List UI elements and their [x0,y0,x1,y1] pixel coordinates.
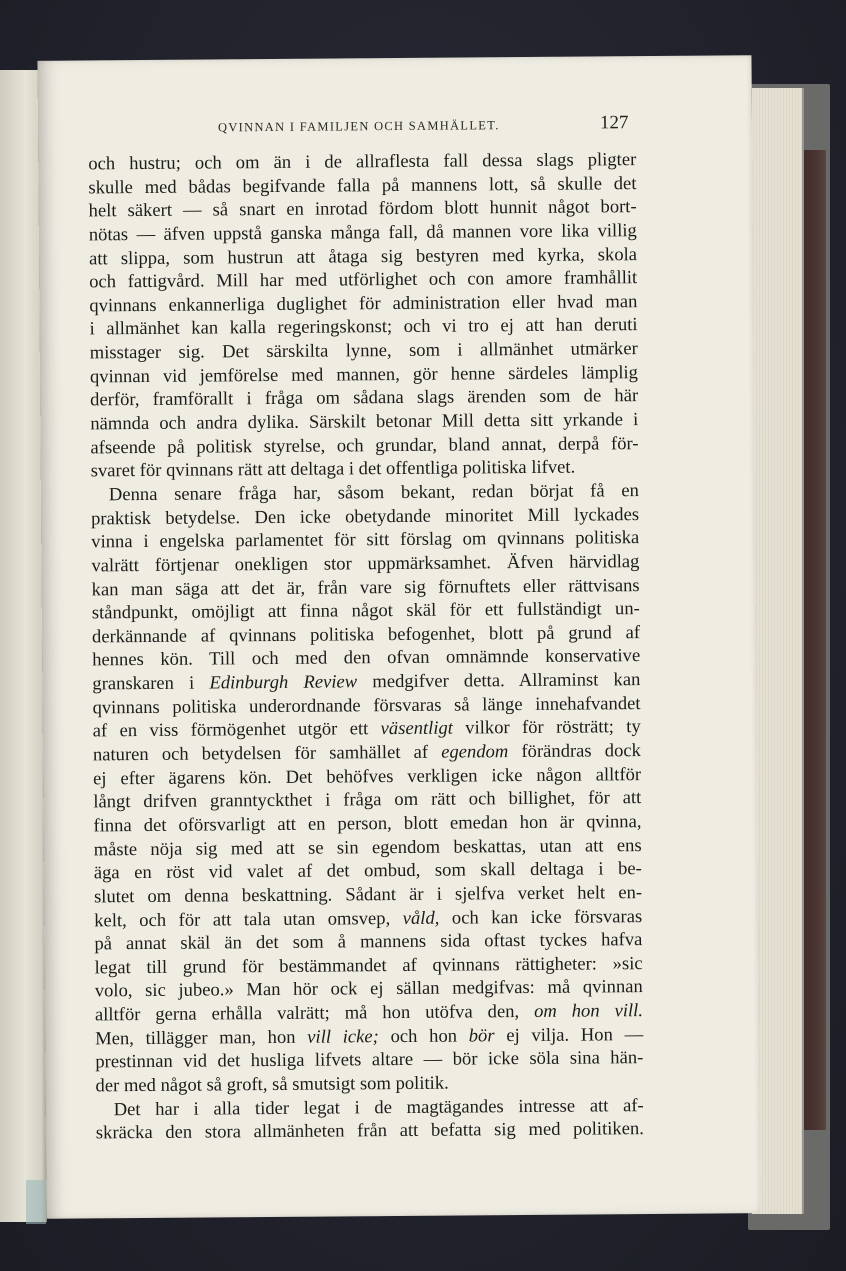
italic-text: egendom [441,741,509,763]
text-run: qvinnans politiska underordnande försvaras så länge innehafvandet [92,692,641,719]
text-run: och hon [378,1025,469,1047]
book-page [37,55,760,1219]
text-run: på annat skäl än det som å mannens sida oftast tyckes hafva [94,929,643,955]
text-run: långt drifven granntyckthet i fråga om rätt och billighet, för att [93,787,642,813]
text-run: af en viss förmögenhet utgör ett [92,718,381,742]
text-run: måste nöja sig med att se sin egendom beskattas, utan att ens [93,834,642,860]
text-run: misstager sig. Det särskilta lynne, som i allmänhet utmärker [89,338,638,364]
text-run: prestinnan vid det husliga lifvets altare — bör icke söla sina hän- [95,1047,644,1073]
italic-text: väsentligt [380,717,453,740]
text-run: vinna i engelska parlamentet för sitt förslag om qvinnans politiska [91,527,640,553]
text-line [94,881,642,909]
text-run: förändras dock [508,740,641,763]
text-run: praktisk betydelse. Den icke obetydande minoritet Mill lyckades [90,503,640,530]
italic-text: Edinburgh Review [209,671,358,694]
text-line [96,1117,644,1145]
text-run: kan man säga att det är, från vare sig förnuftets eller rättvisans [91,574,640,600]
text-run: att slippa, som hustrun att åtaga sig bestyren med kyrka, skola [88,243,638,269]
text-run: helt säkert — så snart en inrotad fördom blott hunnit något bort- [88,196,637,222]
page-number: 127 [599,112,629,134]
text-run: i allmänhet kan kalla regeringskonst; och vi tro ej att han deruti [89,314,638,340]
text-run: volo, sic jubeo.» Man hör ock ej sällan medgifvas: må qvinnan [94,976,643,1002]
text-line [95,1046,643,1074]
text-run: qvinnans enkannerliga duglighet för administration eller hvad man [89,290,638,317]
text-run: granskaren i [92,672,210,695]
text-run: alltför gerna erhålla valrätt; må hon utöfva den, [94,1001,535,1026]
text-run: ståndpunkt, omöjligt att finna något skäl för ett fullständigt un- [91,598,640,624]
body-text [88,148,644,1145]
italic-text: våld, [402,907,440,929]
text-run: Denna senare fråga har, såsom bekant, redan börjat få en [108,480,639,506]
text-run: ej efter ägarens kön. Det behöfves verkligen icke någon alltför [93,763,642,790]
left-page-rim [26,1180,46,1224]
text-run: der med något så groft, så smutsigt som politik. [95,1072,449,1097]
text-run: Det har i alla tider legat i de magtägandes intresse att af- [113,1094,644,1120]
text-run: och fattigvård. Mill har med utförlighet och con amore framhållit [89,267,638,293]
text-run: derkännande af qvinnans politiska befogenhet, blott på grund af [91,621,641,648]
text-run: äga en röst vid valet af det ombud, som skall deltaga i be- [93,858,642,884]
text-run: vilkor för rösträtt; ty [452,716,641,739]
text-run: naturen och betydelsen för samhället af [92,741,442,766]
text-run: slutet om denna beskattning. Sådant är i sjelfva verket helt en- [93,881,643,908]
text-run: ej vilja. Hon — [494,1023,644,1046]
text-run: och hustru; och om än i de allraflesta fall dessa slags pligter [88,149,637,175]
text-run: hennes kön. Till och med den ofvan omnämnde konservative [92,645,641,671]
text-run: nämnda och andra dylika. Särskilt betonar Mill detta sitt yrkande i [90,409,639,435]
text-run: Men, tillägger man, hon [95,1026,308,1050]
text-run: valrätt förtjenar onekligen stor uppmärksamhet. Äfven härvidlag [91,551,640,577]
text-run: qvinnan vid jemförelse med mannen, gör henne särdeles lämplig [89,361,639,388]
text-run: nötas — äfven uppstå ganska många fall, då mannen vore lika villig [88,220,637,246]
text-run: medgifver detta. Allraminst kan [357,669,641,693]
page-edges [752,88,804,1214]
italic-text: om hon vill. [533,1000,644,1023]
text-run: och kan icke försvaras [439,905,643,929]
text-run: finna det oförsvarligt att en person, blott emedan hon är qvinna, [93,811,642,837]
text-run: skulle med bådas begifvande falla på mannens lott, så skulle det [88,172,637,199]
italic-text: bör [468,1024,495,1047]
text-run: svaret för qvinnans rätt att deltaga i det offentliga politiska lifvet. [90,456,576,482]
text-run: skräcka den stora allmänheten från att befatta sig med politiken. [95,1118,644,1144]
running-head: QVINNAN I FAMILJEN OCH SAMHÄLLET. [217,118,500,135]
text-run: afseende på politisk styrelse, och grundar, bland annat, derpå för- [90,432,639,459]
text-run: legat till grund för bestämmandet af qvinnans rättigheter: »sic [94,952,643,979]
text-run: kelt, och för att tala utan omsvep, [94,907,403,931]
italic-text: vill icke; [307,1025,379,1048]
text-run: derför, framförallt i fråga om sådana slags ärenden som de här [90,385,639,411]
